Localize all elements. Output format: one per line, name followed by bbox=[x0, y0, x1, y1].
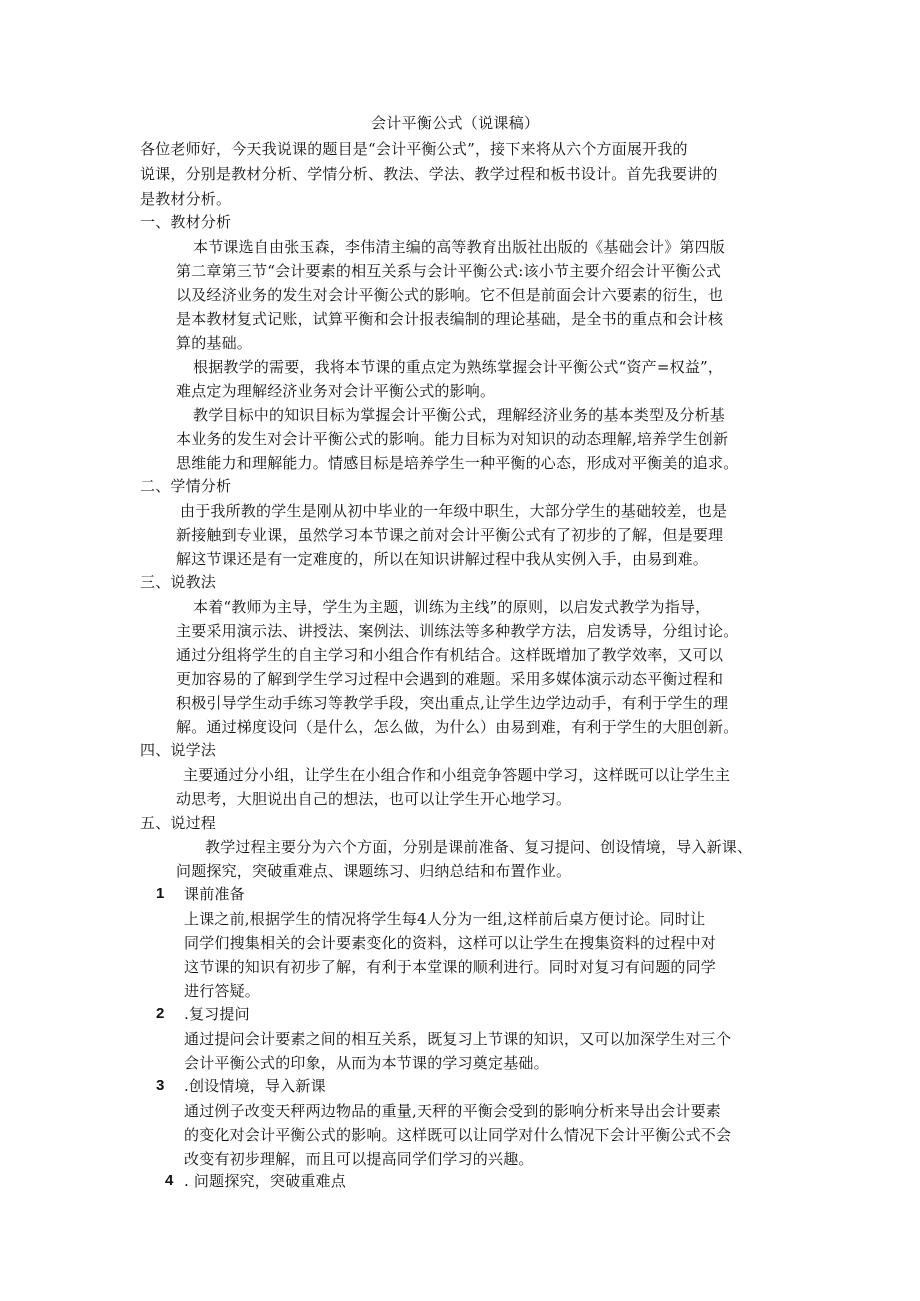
paragraph-line: 进行答疑。 bbox=[184, 982, 261, 1000]
paragraph-line: 通过例子改变天秤两边物品的重量,天秤的平衡会受到的影响分析来导出会计要素 bbox=[184, 1102, 721, 1120]
item-number: 4 bbox=[165, 1172, 174, 1189]
paragraph-line: 这节课的知识有初步了解，有利于本堂课的顺利进行。同时对复习有问题的同学 bbox=[184, 958, 717, 976]
paragraph-line: 思维能力和理解能力。情感目标是培养学生一种平衡的心态，形成对平衡美的追求。 bbox=[176, 454, 739, 472]
section-heading: 二、学情分析 bbox=[140, 477, 232, 495]
paragraph-line: 主要通过分小组，让学生在小组合作和小组竞争答题中学习，这样既可以让学生主 bbox=[183, 766, 731, 784]
paragraph-line: 本着“教师为主导，学生为主题，训练为主线”的原则，以启发式教学为指导， bbox=[193, 598, 711, 616]
paragraph-line: 本节课选自由张玉森，李伟清主编的高等教育出版社出版的《基础会计》第四版 bbox=[193, 238, 726, 256]
item-title: 课前准备 bbox=[184, 885, 245, 903]
section-heading: 四、说学法 bbox=[140, 741, 217, 759]
paragraph-line: 由于我所教的学生是刚从初中毕业的一年级中职生，大部分学生的基础较差，也是 bbox=[180, 502, 728, 520]
paragraph-line: 第二章第三节“会计要素的相互关系与会计平衡公式:该小节主要介绍会计平衡公式 bbox=[176, 262, 722, 280]
paragraph-line: 积极引导学生动手练习等教学手段，突出重点,让学生边学边动手，有利于学生的理 bbox=[176, 694, 729, 712]
paragraph-line: 算的基础。 bbox=[176, 334, 253, 352]
paragraph-line: 改变有初步理解，而且可以提高同学们学习的兴趣。 bbox=[184, 1150, 534, 1168]
item-title: .创设情境，导入新课 bbox=[184, 1077, 326, 1095]
paragraph-line: 通过提问会计要素之间的相互关系，既复习上节课的知识，又可以加深学生对三个 bbox=[184, 1030, 732, 1048]
paragraph-line: 同学们搜集相关的会计要素变化的资料，这样可以让学生在搜集资料的过程中对 bbox=[184, 934, 717, 952]
paragraph-line: 解。通过梯度设问（是什么，怎么做，为什么）由易到难，有利于学生的大胆创新。 bbox=[176, 718, 739, 736]
paragraph-line: 是本教材复式记账，试算平衡和会计报表编制的理论基础，是全书的重点和会计核 bbox=[176, 310, 724, 328]
paragraph-line: 本业务的发生对会计平衡公式的影响。能力目标为对知识的动态理解,培养学生创新 bbox=[176, 430, 729, 448]
paragraph-line: 根据教学的需要，我将本节课的重点定为熟练掌握会计平衡公式“资产=权益”， bbox=[193, 358, 724, 376]
paragraph-line: 以及经济业务的发生对会计平衡公式的影响。它不但是前面会计六要素的衍生，也 bbox=[176, 286, 724, 304]
item-number: 1 bbox=[156, 885, 165, 902]
page-title: 会计平衡公式（说课稿） bbox=[371, 114, 540, 132]
paragraph-line: 问题探究，突破重难点、课题练习、归纳总结和布置作业。 bbox=[176, 862, 572, 880]
section-heading: 一、教材分析 bbox=[140, 213, 232, 231]
item-number: 2 bbox=[156, 1005, 165, 1022]
intro-line: 各位老师好，今天我说课的题目是“会计平衡公式”，接下来将从六个方面展开我的 bbox=[140, 140, 688, 158]
intro-line: 说课，分别是教材分析、学情分析、教法、学法、教学过程和板书设计。首先我要讲的 bbox=[140, 165, 718, 183]
paragraph-line: 会计平衡公式的印象，从而为本节课的学习奠定基础。 bbox=[184, 1054, 549, 1072]
paragraph-line: 教学目标中的知识目标为掌握会计平衡公式，理解经济业务的基本类型及分析基 bbox=[193, 406, 726, 424]
paragraph-line: 主要采用演示法、讲授法、案例法、训练法等多种教学方法，启发诱导，分组讨论。 bbox=[176, 622, 739, 640]
paragraph-line: 解这节课还是有一定难度的，所以在知识讲解过程中我从实例入手，由易到难。 bbox=[176, 550, 709, 568]
paragraph-line: 难点定为理解经济业务对会计平衡公式的影响。 bbox=[176, 382, 496, 400]
item-title: .复习提问 bbox=[184, 1005, 250, 1023]
intro-line: 是教材分析。 bbox=[140, 190, 232, 208]
paragraph-line: 新接触到专业课，虽然学习本节课之前对会计平衡公式有了初步的了解，但是要理 bbox=[176, 526, 724, 544]
item-number: 3 bbox=[156, 1077, 165, 1094]
paragraph-line: 教学过程主要分为六个方面，分别是课前准备、复习提问、创设情境，导入新课、 bbox=[205, 838, 753, 856]
section-heading: 五、说过程 bbox=[140, 814, 217, 832]
item-title: . 问题探究，突破重难点 bbox=[184, 1172, 346, 1190]
paragraph-line: 的变化对会计平衡公式的影响。这样既可以让同学对什么情况下会计平衡公式不会 bbox=[184, 1126, 732, 1144]
section-heading: 三、说教法 bbox=[140, 573, 217, 591]
paragraph-line: 通过分组将学生的自主学习和小组合作有机结合。这样既增加了教学效率，又可以 bbox=[176, 646, 724, 664]
paragraph-line: 上课之前,根据学生的情况将学生每4人分为一组,这样前后桌方便讨论。同时让 bbox=[184, 910, 706, 928]
paragraph-line: 更加容易的了解到学生学习过程中会遇到的难题。采用多媒体演示动态平衡过程和 bbox=[176, 670, 724, 688]
paragraph-line: 动思考，大胆说出自己的想法，也可以让学生开心地学习。 bbox=[176, 790, 572, 808]
